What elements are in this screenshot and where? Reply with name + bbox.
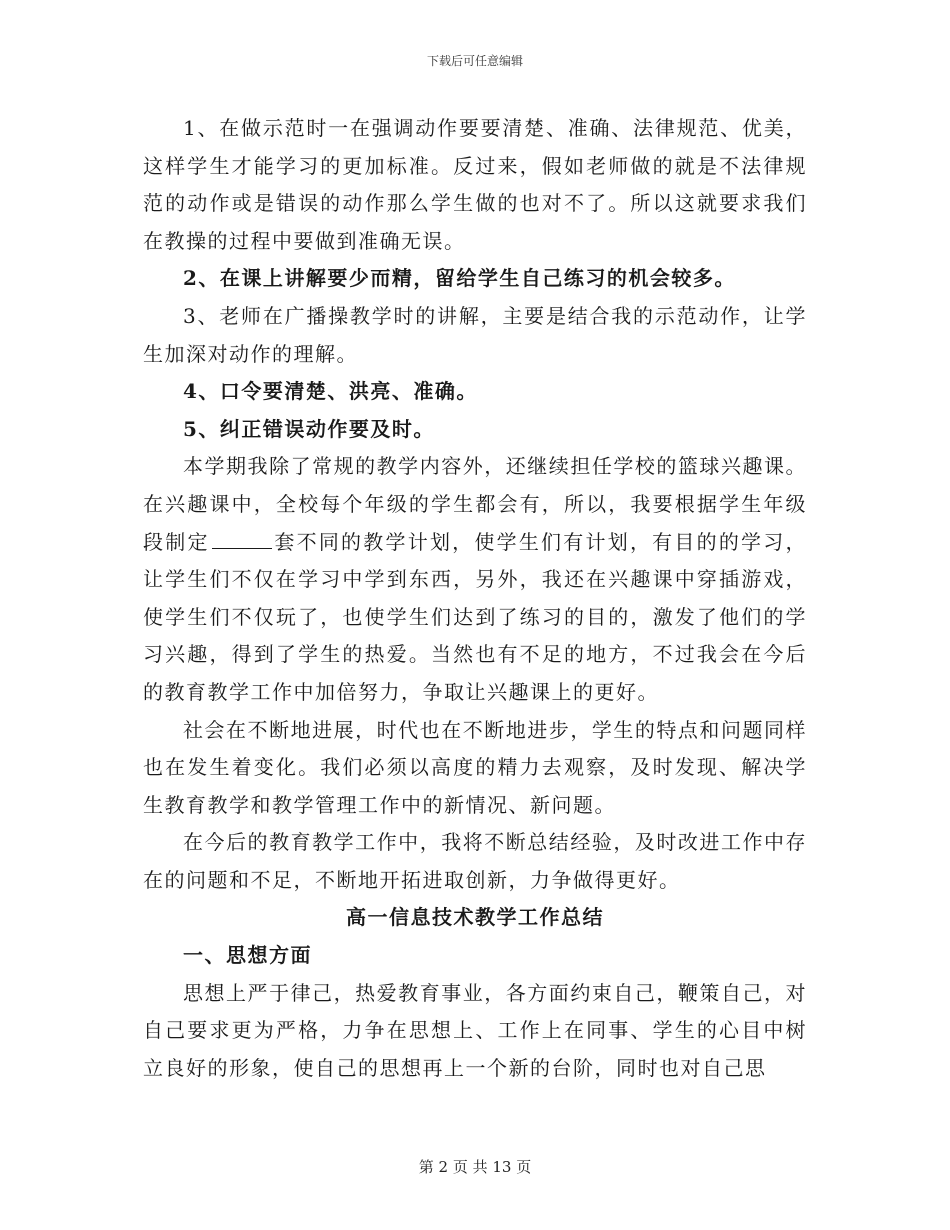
paragraph-3: 3、老师在广播操教学时的讲解，主要是结合我的示范动作，让学生加深对动作的理解。 <box>143 303 807 366</box>
paragraph-9: 思想上严于律己，热爱教育事业，各方面约束自己，鞭策自己，对自己要求更为严格，力争在思想上、工作上在同事、学生的心目中树立良好的形象，使自己的思想再上一个新的台阶，同时也对自己思 <box>143 980 807 1080</box>
page-header: 下载后可任意编辑 <box>426 54 523 68</box>
paragraph-6-after-blank: 套不同的教学计划，使学生们有计划，有目的的学习，让学生们不仅在学习中学到东西，另外，我还在兴趣课中穿插游戏，使学生们不仅玩了，也使学生们达到了练习的目的，激发了他们的学习兴趣，得到了学生的热爱。当然也有不足的地方，不过我会在今后的教育教学工作中加倍努力，争取让兴趣课上的更好。 <box>143 529 808 704</box>
paragraph-8: 在今后的教育教学工作中，我将不断总结经验，及时改进工作中存在的问题和不足，不断地开拓进取创新，力争做得更好。 <box>143 830 807 892</box>
paragraph-4: 4、口令要清楚、洪亮、准确。 <box>183 379 478 404</box>
paragraph-5: 5、纠正错误动作要及时。 <box>183 416 435 441</box>
page-footer: 第 2 页 共 13 页 <box>418 1158 532 1176</box>
fill-blank <box>212 528 272 549</box>
section-title: 高一信息技术教学工作总结 <box>346 905 604 930</box>
paragraph-1: 1、在做示范时一在强调动作要要清楚、准确、法律规范、优美，这样学生才能学习的更加标准。反过来，假如老师做的就是不法律规范的动作或是错误的动作那么学生做的也对不了。所以这就要求我们在教操的过程中要做到准确无误。 <box>143 116 807 253</box>
document-body <box>143 110 807 1087</box>
section-heading-1: 一、思想方面 <box>183 943 312 968</box>
paragraph-6 <box>143 448 807 711</box>
paragraph-6-before-blank: 本学期我除了常规的教学内容外，还继续担任学校的篮球兴趣课。在兴趣课中，全校每个年级的学生都会有，所以，我要根据学生年级段制定 <box>143 454 807 554</box>
paragraph-2: 2、在课上讲解要少而精，留给学生自己练习的机会较多。 <box>183 266 736 291</box>
paragraph-7: 社会在不断地进展，时代也在不断地进步，学生的特点和问题同样也在发生着变化。我们必须以高度的精力去观察，及时发现、解决学生教育教学和教学管理工作中的新情况、新问题。 <box>143 717 807 817</box>
